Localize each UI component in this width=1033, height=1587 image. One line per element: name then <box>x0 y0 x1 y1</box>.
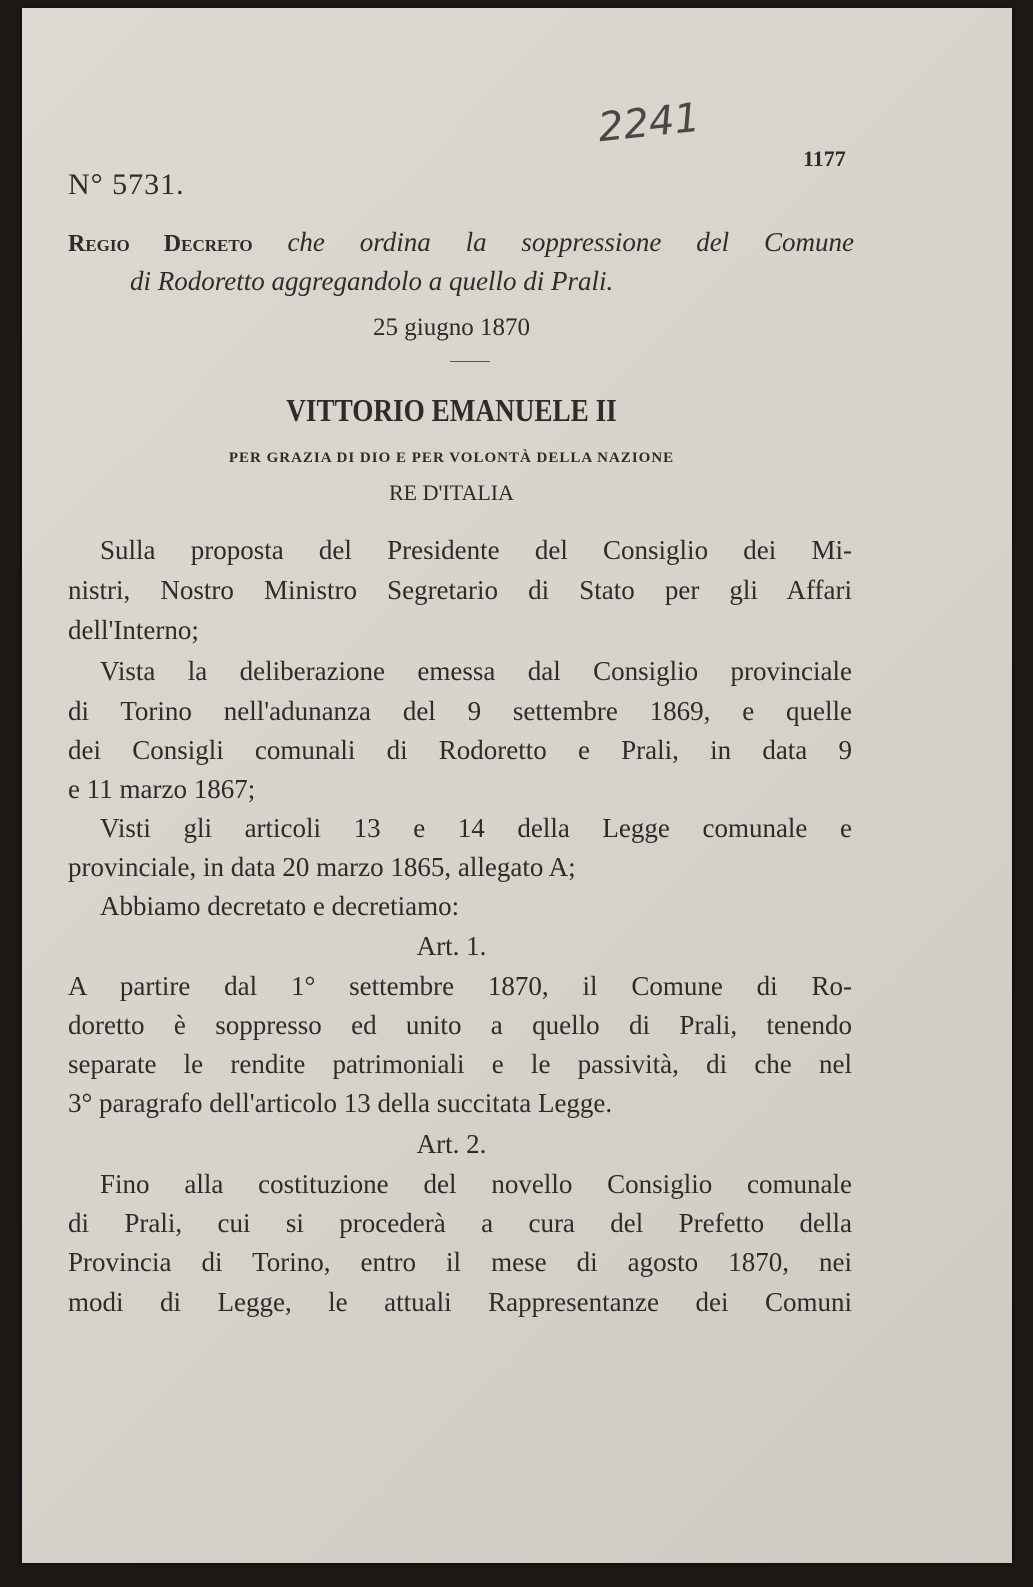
body-line: nistri, Nostro Ministro Segretario di Stato per gli Affari <box>68 575 852 605</box>
body-line: modi di Legge, le attuali Rappresentanze dei Comuni <box>68 1287 852 1317</box>
body-line: dell'Interno; <box>68 615 199 645</box>
page-number: 1177 <box>803 146 846 171</box>
body-line: Visti gli articoli 13 e 14 della Legge comunale e <box>100 813 852 843</box>
title-prefix: Regio Decreto <box>68 231 253 257</box>
decree-date: 25 giugno 1870 <box>373 314 530 341</box>
body-line: e 11 marzo 1867; <box>68 774 256 804</box>
body-line: di Torino nell'adunanza del 9 settembre 1869, e quelle <box>68 696 852 726</box>
body-line: doretto è soppresso ed unito a quello di Prali, tenendo <box>68 1010 852 1040</box>
body-line: provinciale, in data 20 marzo 1865, allegato A; <box>68 852 576 882</box>
grace-formula: PER GRAZIA DI DIO E PER VOLONTÀ DELLA NAZIONE <box>228 450 675 466</box>
body-line: di Prali, cui si procederà a cura del Prefetto della <box>68 1208 852 1238</box>
handwritten-number: 2241 <box>595 94 702 152</box>
body-line: Sulla proposta del Presidente del Consiglio dei Mi- <box>100 535 852 565</box>
king-title: RE D'ITALIA <box>388 480 514 505</box>
body-line: 3° paragrafo dell'articolo 13 della succitata Legge. <box>68 1088 613 1118</box>
body-line: Fino alla costituzione del novello Consiglio comunale <box>100 1169 852 1199</box>
article-heading: Art. 2. <box>416 1129 487 1159</box>
title-line1: che ordina la soppressione del Comune <box>287 227 854 257</box>
divider <box>450 361 490 362</box>
body-line: A partire dal 1° settembre 1870, il Comune di Ro- <box>68 971 852 1001</box>
decree-number: N° 5731. <box>68 168 185 201</box>
decree-title-line1 <box>68 227 854 258</box>
article-heading: Art. 1. <box>416 931 487 961</box>
body-line: dei Consigli comunali di Rodoretto e Prali, in data 9 <box>68 735 852 765</box>
decree-title-line2: di Rodoretto aggregandolo a quello di Prali. <box>130 266 614 296</box>
body-line: Vista la deliberazione emessa dal Consiglio provinciale <box>100 656 852 686</box>
body-line: separate le rendite patrimoniali e le passività, di che nel <box>68 1049 852 1079</box>
king-name: VITTORIO EMANUELE II <box>286 392 617 428</box>
body-line: Abbiamo decretato e decretiamo: <box>100 891 460 921</box>
body-line: Provincia di Torino, entro il mese di agosto 1870, nei <box>68 1247 852 1277</box>
